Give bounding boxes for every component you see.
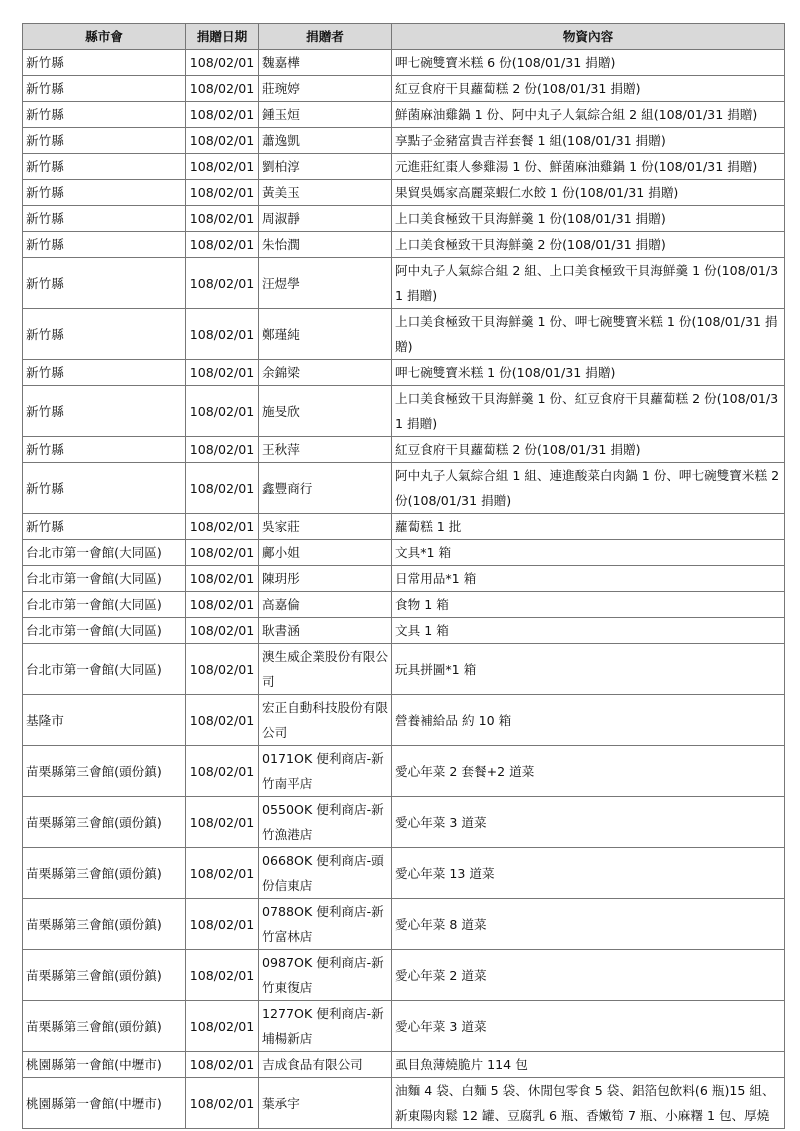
cell-donor: 宏正自動科技股份有限公司 <box>259 695 392 746</box>
cell-city: 桃園縣第一會館(中壢市) <box>23 1078 186 1129</box>
cell-items: 虱目魚薄燒脆片 114 包 <box>392 1052 785 1078</box>
cell-items: 上口美食極致干貝海鮮羹 1 份、呷七碗雙寶米糕 1 份(108/01/31 捐贈) <box>392 309 785 360</box>
cell-city: 基隆市 <box>23 695 186 746</box>
cell-city: 苗栗縣第三會館(頭份鎮) <box>23 1001 186 1052</box>
cell-date: 108/02/01 <box>186 746 259 797</box>
table-row <box>23 540 785 566</box>
cell-city: 新竹縣 <box>23 180 186 206</box>
table-row <box>23 386 785 437</box>
cell-donor: 1277OK 便利商店-新埔楊新店 <box>259 1001 392 1052</box>
cell-donor: 0550OK 便利商店-新竹漁港店 <box>259 797 392 848</box>
cell-city: 新竹縣 <box>23 154 186 180</box>
cell-donor: 汪煜學 <box>259 258 392 309</box>
column-header-items: 物資內容 <box>392 24 785 50</box>
cell-items: 元進莊紅棗人參雞湯 1 份、鮮菌麻油雞鍋 1 份(108/01/31 捐贈) <box>392 154 785 180</box>
cell-date: 108/02/01 <box>186 566 259 592</box>
table-row <box>23 797 785 848</box>
cell-donor: 周淑靜 <box>259 206 392 232</box>
cell-date: 108/02/01 <box>186 50 259 76</box>
cell-city: 新竹縣 <box>23 232 186 258</box>
table-row <box>23 618 785 644</box>
cell-date: 108/02/01 <box>186 154 259 180</box>
cell-date: 108/02/01 <box>186 618 259 644</box>
cell-city: 新竹縣 <box>23 206 186 232</box>
column-header-date: 捐贈日期 <box>186 24 259 50</box>
cell-date: 108/02/01 <box>186 232 259 258</box>
cell-city: 新竹縣 <box>23 386 186 437</box>
cell-date: 108/02/01 <box>186 644 259 695</box>
cell-city: 新竹縣 <box>23 463 186 514</box>
cell-city: 新竹縣 <box>23 128 186 154</box>
cell-donor: 0668OK 便利商店-頭份信東店 <box>259 848 392 899</box>
cell-city: 新竹縣 <box>23 50 186 76</box>
cell-date: 108/02/01 <box>186 899 259 950</box>
table-row <box>23 1052 785 1078</box>
cell-donor: 葉承宇 <box>259 1078 392 1129</box>
table-row <box>23 360 785 386</box>
cell-donor: 劉柏淳 <box>259 154 392 180</box>
cell-date: 108/02/01 <box>186 950 259 1001</box>
table-row <box>23 76 785 102</box>
cell-city: 新竹縣 <box>23 360 186 386</box>
cell-items: 蘿蔔糕 1 批 <box>392 514 785 540</box>
cell-city: 苗栗縣第三會館(頭份鎮) <box>23 950 186 1001</box>
cell-date: 108/02/01 <box>186 360 259 386</box>
cell-date: 108/02/01 <box>186 848 259 899</box>
table-row <box>23 206 785 232</box>
cell-date: 108/02/01 <box>186 797 259 848</box>
cell-date: 108/02/01 <box>186 1001 259 1052</box>
cell-donor: 澳生威企業股份有限公司 <box>259 644 392 695</box>
cell-city: 新竹縣 <box>23 437 186 463</box>
cell-date: 108/02/01 <box>186 695 259 746</box>
table-row <box>23 514 785 540</box>
cell-city: 苗栗縣第三會館(頭份鎮) <box>23 797 186 848</box>
cell-items: 阿中丸子人氣綜合組 1 組、連進酸菜白肉鍋 1 份、呷七碗雙寶米糕 2 份(108/01/31 捐贈) <box>392 463 785 514</box>
cell-donor: 0171OK 便利商店-新竹南平店 <box>259 746 392 797</box>
cell-items: 紅豆食府干貝蘿蔔糕 2 份(108/01/31 捐贈) <box>392 437 785 463</box>
cell-city: 新竹縣 <box>23 258 186 309</box>
cell-donor: 魏嘉樺 <box>259 50 392 76</box>
cell-items: 阿中丸子人氣綜合組 2 組、上口美食極致干貝海鮮羹 1 份(108/01/31 捐贈) <box>392 258 785 309</box>
cell-items: 享點子金豬富貴吉祥套餐 1 組(108/01/31 捐贈) <box>392 128 785 154</box>
table-row <box>23 848 785 899</box>
column-header-city: 縣市會 <box>23 24 186 50</box>
table-row <box>23 644 785 695</box>
cell-date: 108/02/01 <box>186 206 259 232</box>
cell-items: 呷七碗雙寶米糕 1 份(108/01/31 捐贈) <box>392 360 785 386</box>
cell-donor: 王秋萍 <box>259 437 392 463</box>
cell-date: 108/02/01 <box>186 76 259 102</box>
cell-donor: 0987OK 便利商店-新竹東復店 <box>259 950 392 1001</box>
cell-city: 台北市第一會館(大同區) <box>23 592 186 618</box>
table-row <box>23 695 785 746</box>
cell-city: 新竹縣 <box>23 76 186 102</box>
table-row <box>23 1078 785 1129</box>
cell-items: 上口美食極致干貝海鮮羹 2 份(108/01/31 捐贈) <box>392 232 785 258</box>
cell-city: 台北市第一會館(大同區) <box>23 566 186 592</box>
donation-table <box>22 23 785 1129</box>
cell-items: 食物 1 箱 <box>392 592 785 618</box>
cell-donor: 陳玥彤 <box>259 566 392 592</box>
cell-items: 紅豆食府干貝蘿蔔糕 2 份(108/01/31 捐贈) <box>392 76 785 102</box>
cell-city: 台北市第一會館(大同區) <box>23 618 186 644</box>
cell-city: 新竹縣 <box>23 514 186 540</box>
cell-date: 108/02/01 <box>186 1052 259 1078</box>
table-row <box>23 746 785 797</box>
table-row <box>23 566 785 592</box>
cell-date: 108/02/01 <box>186 540 259 566</box>
cell-date: 108/02/01 <box>186 514 259 540</box>
cell-date: 108/02/01 <box>186 180 259 206</box>
cell-donor: 施旻欣 <box>259 386 392 437</box>
cell-date: 108/02/01 <box>186 386 259 437</box>
cell-city: 台北市第一會館(大同區) <box>23 540 186 566</box>
cell-city: 台北市第一會館(大同區) <box>23 644 186 695</box>
cell-donor: 吳家莊 <box>259 514 392 540</box>
cell-donor: 高嘉倫 <box>259 592 392 618</box>
cell-donor: 吉成食品有限公司 <box>259 1052 392 1078</box>
cell-city: 苗栗縣第三會館(頭份鎮) <box>23 899 186 950</box>
column-header-donor: 捐贈者 <box>259 24 392 50</box>
table-header <box>23 24 785 50</box>
cell-items: 愛心年菜 3 道菜 <box>392 1001 785 1052</box>
cell-city: 新竹縣 <box>23 309 186 360</box>
cell-donor: 鑫豐商行 <box>259 463 392 514</box>
table-row <box>23 1001 785 1052</box>
table-row <box>23 180 785 206</box>
table-row <box>23 437 785 463</box>
cell-donor: 鄭瑾純 <box>259 309 392 360</box>
table-row <box>23 128 785 154</box>
cell-items: 果貿吳媽家高麗菜蝦仁水餃 1 份(108/01/31 捐贈) <box>392 180 785 206</box>
cell-items: 愛心年菜 2 套餐+2 道菜 <box>392 746 785 797</box>
cell-city: 新竹縣 <box>23 102 186 128</box>
cell-donor: 莊琬婷 <box>259 76 392 102</box>
cell-donor: 黃美玉 <box>259 180 392 206</box>
cell-donor: 余錦梁 <box>259 360 392 386</box>
cell-items: 上口美食極致干貝海鮮羹 1 份、紅豆食府干貝蘿蔔糕 2 份(108/01/31 捐贈) <box>392 386 785 437</box>
cell-items: 愛心年菜 8 道菜 <box>392 899 785 950</box>
cell-city: 桃園縣第一會館(中壢市) <box>23 1052 186 1078</box>
cell-date: 108/02/01 <box>186 102 259 128</box>
table-row <box>23 50 785 76</box>
table-row <box>23 463 785 514</box>
cell-donor: 鄺小姐 <box>259 540 392 566</box>
cell-items: 文具 1 箱 <box>392 618 785 644</box>
cell-date: 108/02/01 <box>186 463 259 514</box>
cell-items: 玩具拼圖*1 箱 <box>392 644 785 695</box>
table-row <box>23 102 785 128</box>
cell-items: 鮮菌麻油雞鍋 1 份、阿中丸子人氣綜合組 2 組(108/01/31 捐贈) <box>392 102 785 128</box>
cell-items: 愛心年菜 2 道菜 <box>392 950 785 1001</box>
cell-donor: 朱怡潤 <box>259 232 392 258</box>
cell-city: 苗栗縣第三會館(頭份鎮) <box>23 848 186 899</box>
cell-date: 108/02/01 <box>186 128 259 154</box>
cell-donor: 耿書涵 <box>259 618 392 644</box>
table-row <box>23 592 785 618</box>
header-row <box>23 24 785 50</box>
cell-date: 108/02/01 <box>186 592 259 618</box>
cell-items: 愛心年菜 3 道菜 <box>392 797 785 848</box>
table-row <box>23 232 785 258</box>
cell-items: 營養補給品 約 10 箱 <box>392 695 785 746</box>
cell-items: 油麵 4 袋、白麵 5 袋、休閒包零食 5 袋、鋁箔包飲料(6 瓶)15 組、新東陽肉鬆 12 罐、豆腐乳 6 瓶、香嫩筍 7 瓶、小麻糬 1 包、厚燒 <box>392 1078 785 1129</box>
cell-items: 愛心年菜 13 道菜 <box>392 848 785 899</box>
table-row <box>23 154 785 180</box>
cell-date: 108/02/01 <box>186 1078 259 1129</box>
table-row <box>23 899 785 950</box>
table-row <box>23 309 785 360</box>
table-row <box>23 258 785 309</box>
cell-date: 108/02/01 <box>186 258 259 309</box>
cell-date: 108/02/01 <box>186 309 259 360</box>
cell-date: 108/02/01 <box>186 437 259 463</box>
cell-donor: 鍾玉烜 <box>259 102 392 128</box>
cell-donor: 蕭逸凱 <box>259 128 392 154</box>
cell-city: 苗栗縣第三會館(頭份鎮) <box>23 746 186 797</box>
table-body <box>23 50 785 1129</box>
cell-items: 上口美食極致干貝海鮮羹 1 份(108/01/31 捐贈) <box>392 206 785 232</box>
table-row <box>23 950 785 1001</box>
cell-items: 呷七碗雙寶米糕 6 份(108/01/31 捐贈) <box>392 50 785 76</box>
cell-items: 文具*1 箱 <box>392 540 785 566</box>
cell-items: 日常用品*1 箱 <box>392 566 785 592</box>
cell-donor: 0788OK 便利商店-新竹富林店 <box>259 899 392 950</box>
